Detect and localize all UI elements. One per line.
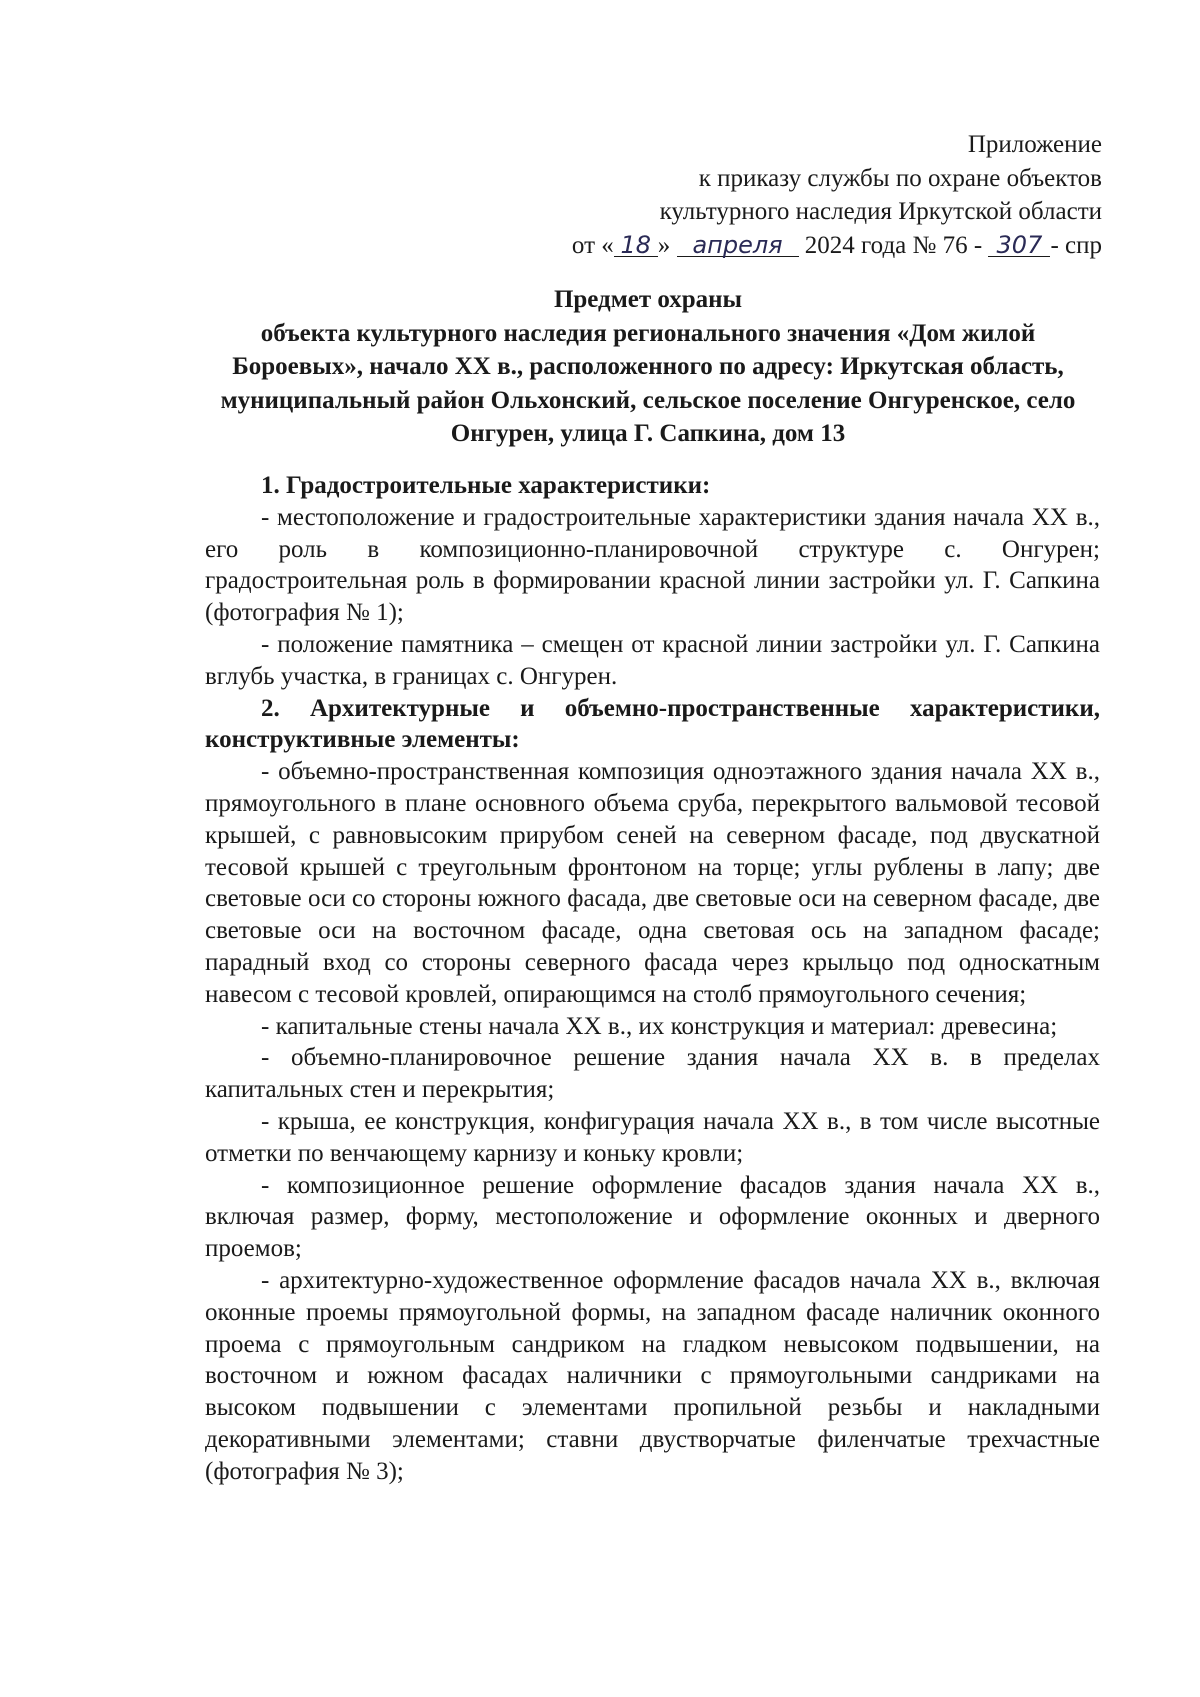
document-title: [196, 283, 1100, 451]
appendix-block: [462, 128, 1102, 262]
section-2-item-facade-decoration: - архитектурно-художественное оформление фасадов начала XX в., включая оконные проемы прямоугольной формы, на западном фасаде наличник оконного проема с прямоугольным сандриком на гладком невысоком подвышении, на восточном и южном фасадах наличники с прямоугольными сандриками на высоком подвышении с элементами пропильной резьбы и накладными декоративными элементами; ставни двустворчатые филенчатые трехчастные (фотография № 3);: [205, 1266, 1100, 1485]
title-object-description: объекта культурного наследия регионального значения «Дом жилой Бороевых», начало XX в., расположенного по адресу: Иркутская область, муниципальный район Ольхонский, сельское поселение Онгуренское, село Онгурен, улица Г. Сапкина, дом 13: [220, 319, 1076, 447]
section-1-heading: 1. Градостроительные характеристики:: [261, 472, 711, 499]
section-2-heading: 2. Архитектурные и объемно-пространственные характеристики, конструктивные элементы:: [205, 694, 1100, 754]
section-2-item-walls: - капитальные стены начала XX в., их конструкция и материал: древесина;: [261, 1012, 1058, 1040]
section-2-item-roof: - крыша, ее конструкция, конфигурация начала XX в., в том числе высотные отметки по венчающему карнизу и коньку кровли;: [205, 1107, 1100, 1167]
order-day-handwritten: 18: [614, 234, 658, 257]
title-main: Предмет охраны: [553, 286, 743, 313]
document-body: [205, 470, 1100, 1488]
order-month-handwritten: апреля: [677, 234, 799, 257]
section-2-item-composition: - объемно-пространственная композиция одноэтажного здания начала XX в., прямоугольного в плане основного объема сруба, перекрытого вальмовой тесовой крышей, с равновысоким прирубом сеней на северном фасаде, под двускатной тесовой крышей с треугольным фронтоном на торце; углы рублены в лапу; две световые оси со стороны южного фасада, две световые оси на северном фасаде, две световые оси на восточном фасаде, одна световая ось на западном фасаде; парадный вход со стороны северного фасада через крыльцо под односкатным навесом с тесовой кровлей, опирающимся на столб прямоугольного сечения;: [205, 758, 1100, 1008]
section-1-item-location: - местоположение и градостроительные характеристики здания начала XX в., его роль в композиционно-планировочной структуре с. Онгурен; градостроительная роль в формировании красной линии застройки ул. Г. Сапкина (фотография № 1);: [205, 503, 1100, 627]
order-number-handwritten: 307: [988, 234, 1050, 257]
appendix-line-order-ref: к приказу службы по охране объектов: [698, 164, 1102, 192]
order-suffix: - спр: [1050, 231, 1102, 259]
order-date-number: [462, 229, 1102, 263]
section-2-item-layout: - объемно-планировочное решение здания начала XX в. в пределах капитальных стен и перекрытия;: [205, 1044, 1100, 1104]
section-1-item-position: - положение памятника – смещен от красной линии застройки ул. Г. Сапкина вглубь участка, в границах с. Онгурен.: [205, 630, 1100, 690]
order-prefix: от «: [571, 231, 614, 259]
appendix-line-region: культурного наследия Иркутской области: [659, 198, 1102, 225]
section-2-item-facade-composition: - композиционное решение оформление фасадов здания начала XX в., включая размер, форму, местоположение и оформление оконных и дверного проемов;: [205, 1171, 1100, 1263]
order-mid: »: [657, 231, 671, 259]
order-year-part: 2024 года № 76 -: [804, 231, 983, 259]
appendix-title: Приложение: [967, 131, 1102, 158]
